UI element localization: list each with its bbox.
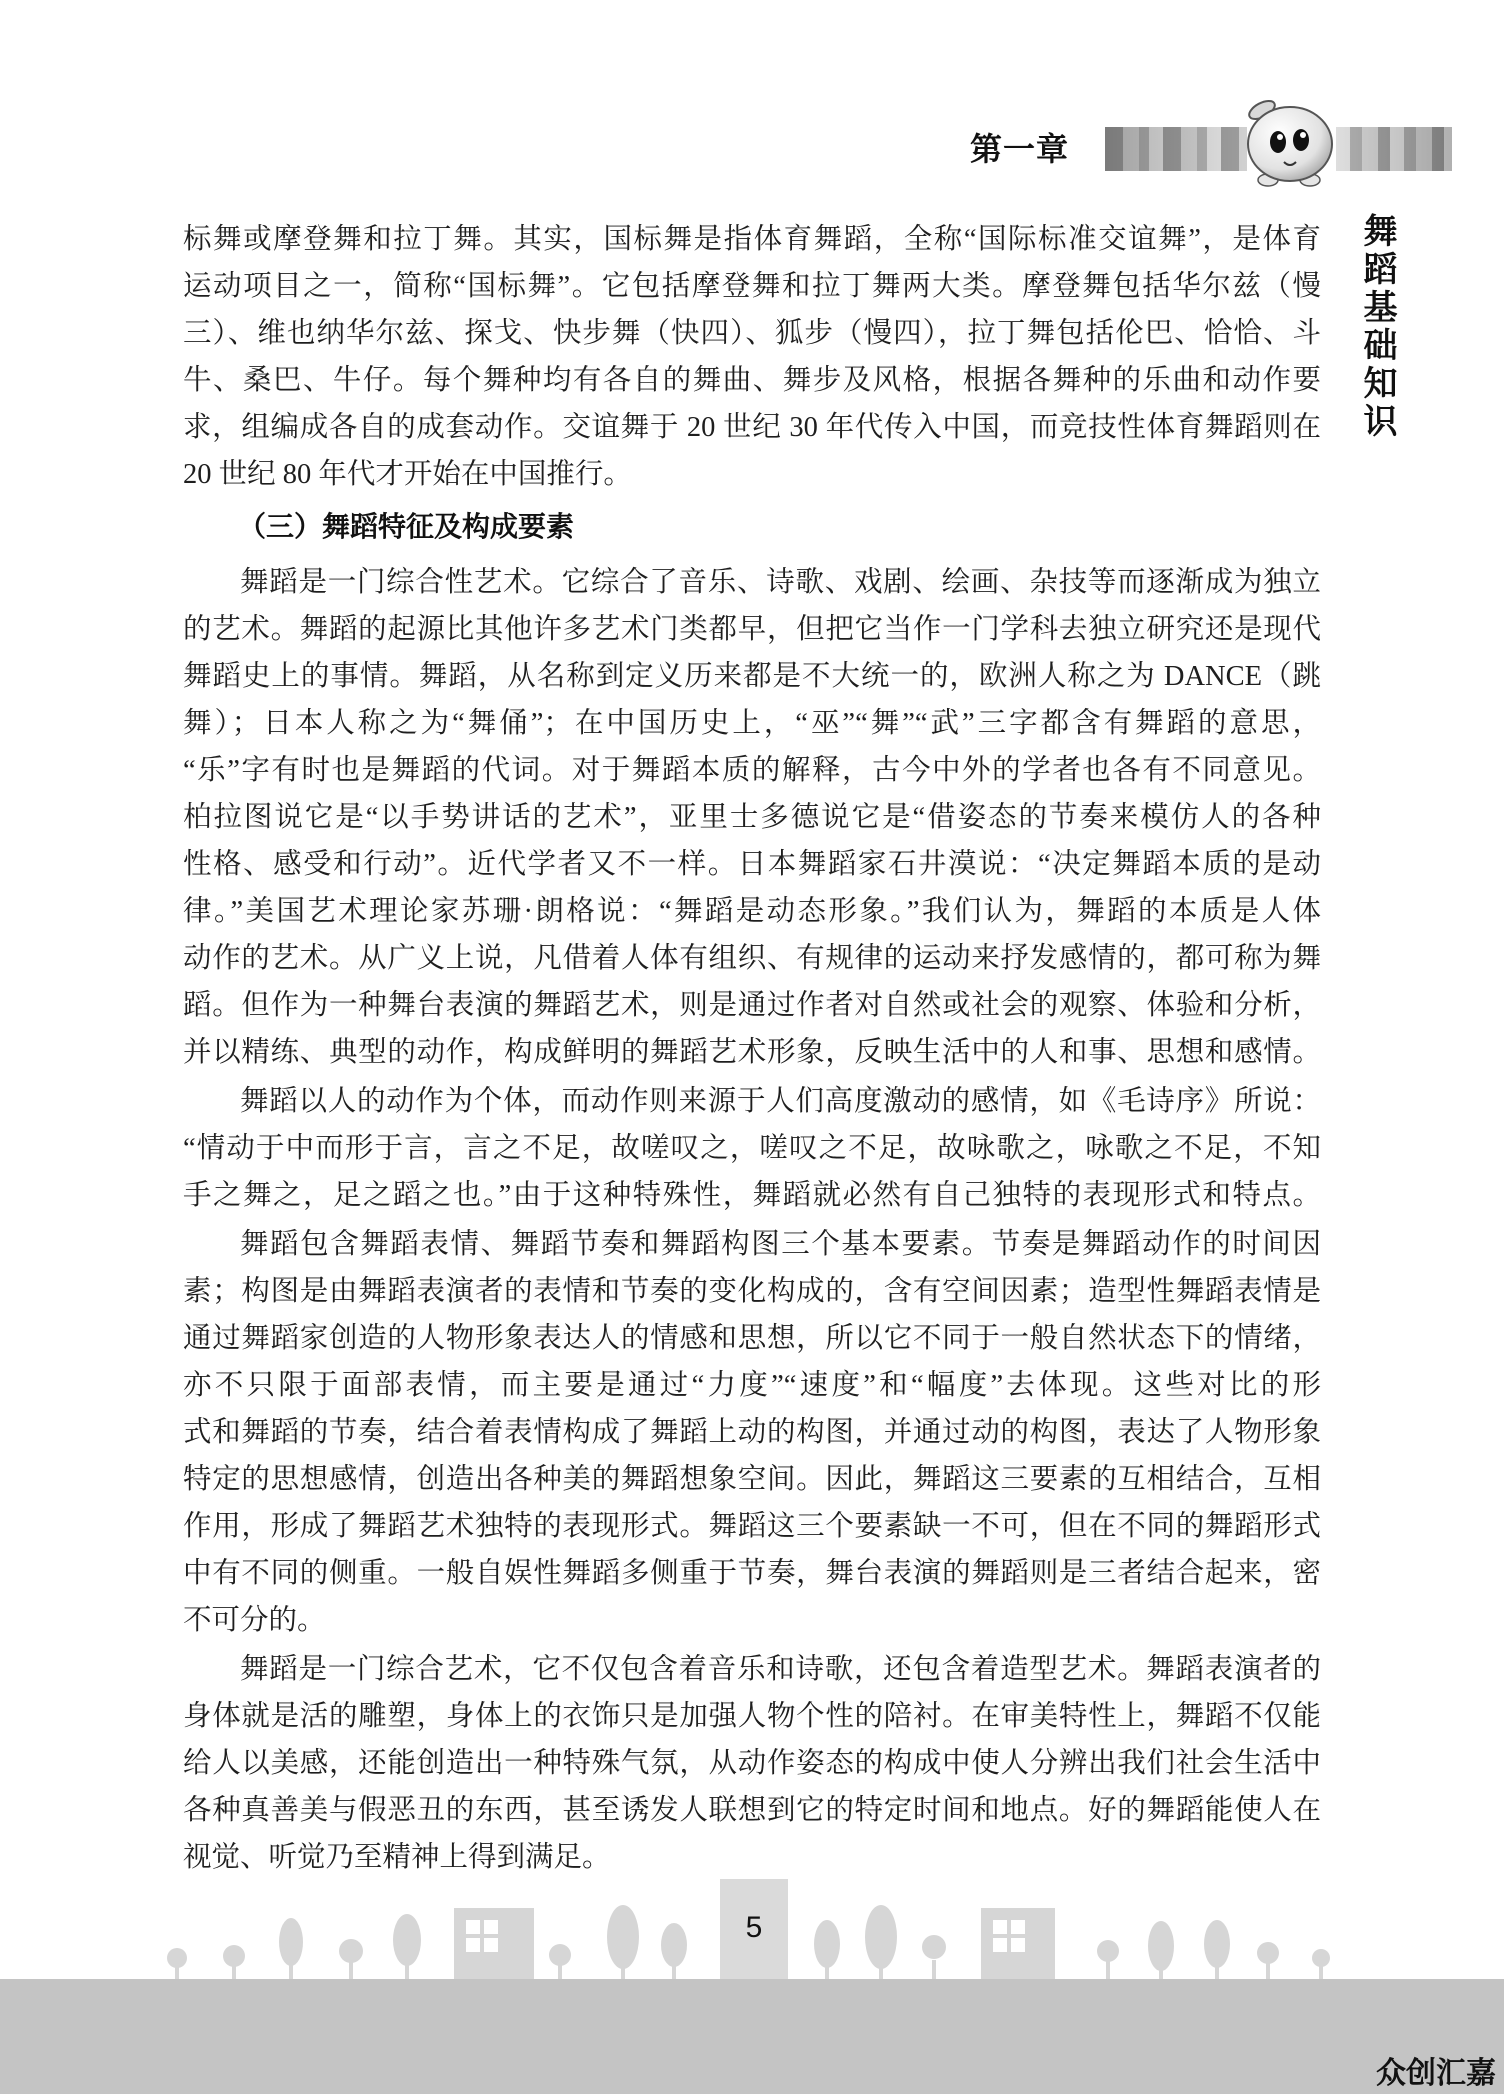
mascot-icon	[1238, 94, 1342, 192]
building-icon	[981, 1908, 1055, 1979]
text-line: 舞蹈以人的动作为个体，而动作则来源于人们高度激动的感情，如《毛诗序》所说：	[240, 1086, 1321, 1117]
paragraph	[183, 1221, 1321, 1644]
building-icon	[454, 1908, 534, 1979]
text-line: 通过舞蹈家创造的人物形象表达人的情感和思想，所以它不同于一般自然状态下的情绪，	[183, 1323, 1321, 1354]
text-line: 舞蹈是一门综合艺术，它不仅包含着音乐和诗歌，还包含着造型艺术。舞蹈表演者的	[240, 1654, 1321, 1685]
text-line: 舞蹈包含舞蹈表情、舞蹈节奏和舞蹈构图三个基本要素。节奏是舞蹈动作的时间因	[240, 1229, 1321, 1260]
tree-icon	[1097, 1940, 1119, 1979]
tree-icon	[549, 1944, 571, 1979]
tree-icon	[1148, 1921, 1174, 1979]
text-line: 手之舞之，足之蹈之也。”由于这种特殊性，舞蹈就必然有自己独特的表现形式和特点。	[183, 1180, 1321, 1211]
text-line: “乐”字有时也是舞蹈的代词。对于舞蹈本质的解释，古今中外的学者也各有不同意见。	[183, 755, 1321, 786]
tree-icon	[1257, 1942, 1279, 1979]
tree-icon	[661, 1923, 687, 1979]
text-line: 求，组编成各自的成套动作。交谊舞于 20 世纪 30 年代传入中国，而竞技性体育舞蹈则在	[183, 412, 1321, 443]
text-line: “情动于中而形于言，言之不足，故嗟叹之，嗟叹之不足，故咏歌之，咏歌之不足，不知	[183, 1133, 1321, 1164]
text-line: 蹈。但作为一种舞台表演的舞蹈艺术，则是通过作者对自然或社会的观察、体验和分析，	[183, 990, 1321, 1021]
paragraph	[183, 1646, 1321, 1881]
text-line: 的艺术。舞蹈的起源比其他许多艺术门类都早，但把它当作一门学科去独立研究还是现代	[183, 614, 1321, 645]
text-line: 并以精练、典型的动作，构成鲜明的舞蹈艺术形象，反映生活中的人和事、思想和感情。	[183, 1037, 1321, 1068]
tree-icon	[279, 1918, 303, 1979]
section-heading: （三）舞蹈特征及构成要素	[238, 511, 575, 542]
body-text	[183, 216, 1321, 1881]
tree-icon	[167, 1948, 187, 1979]
skyline-decoration	[0, 1860, 1504, 2094]
text-line: 各种真善美与假恶丑的东西，甚至诱发人联想到它的特定时间和地点。好的舞蹈能使人在	[183, 1795, 1321, 1826]
ground-band	[0, 1979, 1504, 2094]
text-line: 标舞或摩登舞和拉丁舞。其实，国标舞是指体育舞蹈，全称“国际标准交谊舞”，是体育	[183, 224, 1321, 255]
text-line: 动作的艺术。从广义上说，凡借着人体有组织、有规律的运动来抒发感情的，都可称为舞	[183, 943, 1321, 974]
side-book-title: 舞蹈基础知识	[1357, 213, 1397, 441]
tree-icon	[393, 1914, 421, 1979]
text-line: 身体就是活的雕塑，身体上的衣饰只是加强人物个性的陪衬。在审美特性上，舞蹈不仅能	[183, 1701, 1321, 1732]
text-line: 不可分的。	[183, 1605, 326, 1636]
tree-icon	[339, 1939, 363, 1979]
tree-icon	[865, 1905, 897, 1979]
text-line: 中有不同的侧重。一般自娱性舞蹈多侧重于节奏，舞台表演的舞蹈则是三者结合起来，密	[183, 1558, 1321, 1589]
tree-icon	[1204, 1920, 1230, 1979]
paragraph	[183, 559, 1321, 1076]
chapter-title: 第一章	[970, 131, 1070, 167]
text-line: 牛、桑巴、牛仔。每个舞种均有各自的舞曲、舞步及风格，根据各舞种的乐曲和动作要	[183, 365, 1321, 396]
text-line: 性格、感受和行动”。近代学者又不一样。日本舞蹈家石井漠说：“决定舞蹈本质的是动	[183, 849, 1321, 880]
text-line: 律。”美国艺术理论家苏珊·朗格说：“舞蹈是动态形象。”我们认为，舞蹈的本质是人体	[183, 896, 1321, 927]
tree-icon	[223, 1945, 245, 1979]
text-line: 式和舞蹈的节奏，结合着表情构成了舞蹈上动的构图，并通过动的构图，表达了人物形象	[183, 1417, 1321, 1448]
text-line: 20 世纪 80 年代才开始在中国推行。	[183, 459, 632, 490]
text-line: 素；构图是由舞蹈表演者的表情和节奏的变化构成的，含有空间因素；造型性舞蹈表情是	[183, 1276, 1321, 1307]
text-line: 亦不只限于面部表情，而主要是通过“力度”“速度”和“幅度”去体现。这些对比的形	[183, 1370, 1321, 1401]
text-line: 柏拉图说它是“以手势讲话的艺术”，亚里士多德说它是“借姿态的节奏来模仿人的各种	[183, 802, 1321, 833]
tree-icon	[814, 1920, 840, 1979]
text-line: 给人以美感，还能创造出一种特殊气氛，从动作姿态的构成中使人分辨出我们社会生活中	[183, 1748, 1321, 1779]
paragraph	[183, 1078, 1321, 1219]
text-line: 作用，形成了舞蹈艺术独特的表现形式。舞蹈这三个要素缺一不可，但在不同的舞蹈形式	[183, 1511, 1321, 1542]
watermark-logo: 众创汇嘉	[1376, 2056, 1496, 2091]
text-line: 特定的思想感情，创造出各种美的舞蹈想象空间。因此，舞蹈这三要素的互相结合，互相	[183, 1464, 1321, 1495]
tree-icon	[607, 1905, 639, 1979]
text-line: 舞蹈史上的事情。舞蹈，从名称到定义历来都是不大统一的，欧洲人称之为 DANCE（跳	[183, 661, 1321, 692]
tree-icon	[1312, 1949, 1330, 1979]
header-bar-left	[1105, 127, 1247, 171]
text-line: 运动项目之一，简称“国标舞”。它包括摩登舞和拉丁舞两大类。摩登舞包括华尔兹（慢	[183, 271, 1321, 302]
header-bar-right	[1336, 127, 1452, 171]
page-number: 5	[745, 1911, 763, 1944]
paragraph	[183, 216, 1321, 498]
tree-icon	[922, 1935, 946, 1979]
text-line: 舞）；日本人称之为“舞俑”；在中国历史上，“巫”“舞”“武”三字都含有舞蹈的意思，	[183, 708, 1321, 739]
text-line: 舞蹈是一门综合性艺术。它综合了音乐、诗歌、戏剧、绘画、杂技等而逐渐成为独立	[240, 567, 1321, 598]
text-line: 视觉、听觉乃至精神上得到满足。	[183, 1842, 611, 1873]
text-line: 三）、维也纳华尔兹、探戈、快步舞（快四）、狐步（慢四），拉丁舞包括伦巴、恰恰、斗	[183, 318, 1321, 349]
